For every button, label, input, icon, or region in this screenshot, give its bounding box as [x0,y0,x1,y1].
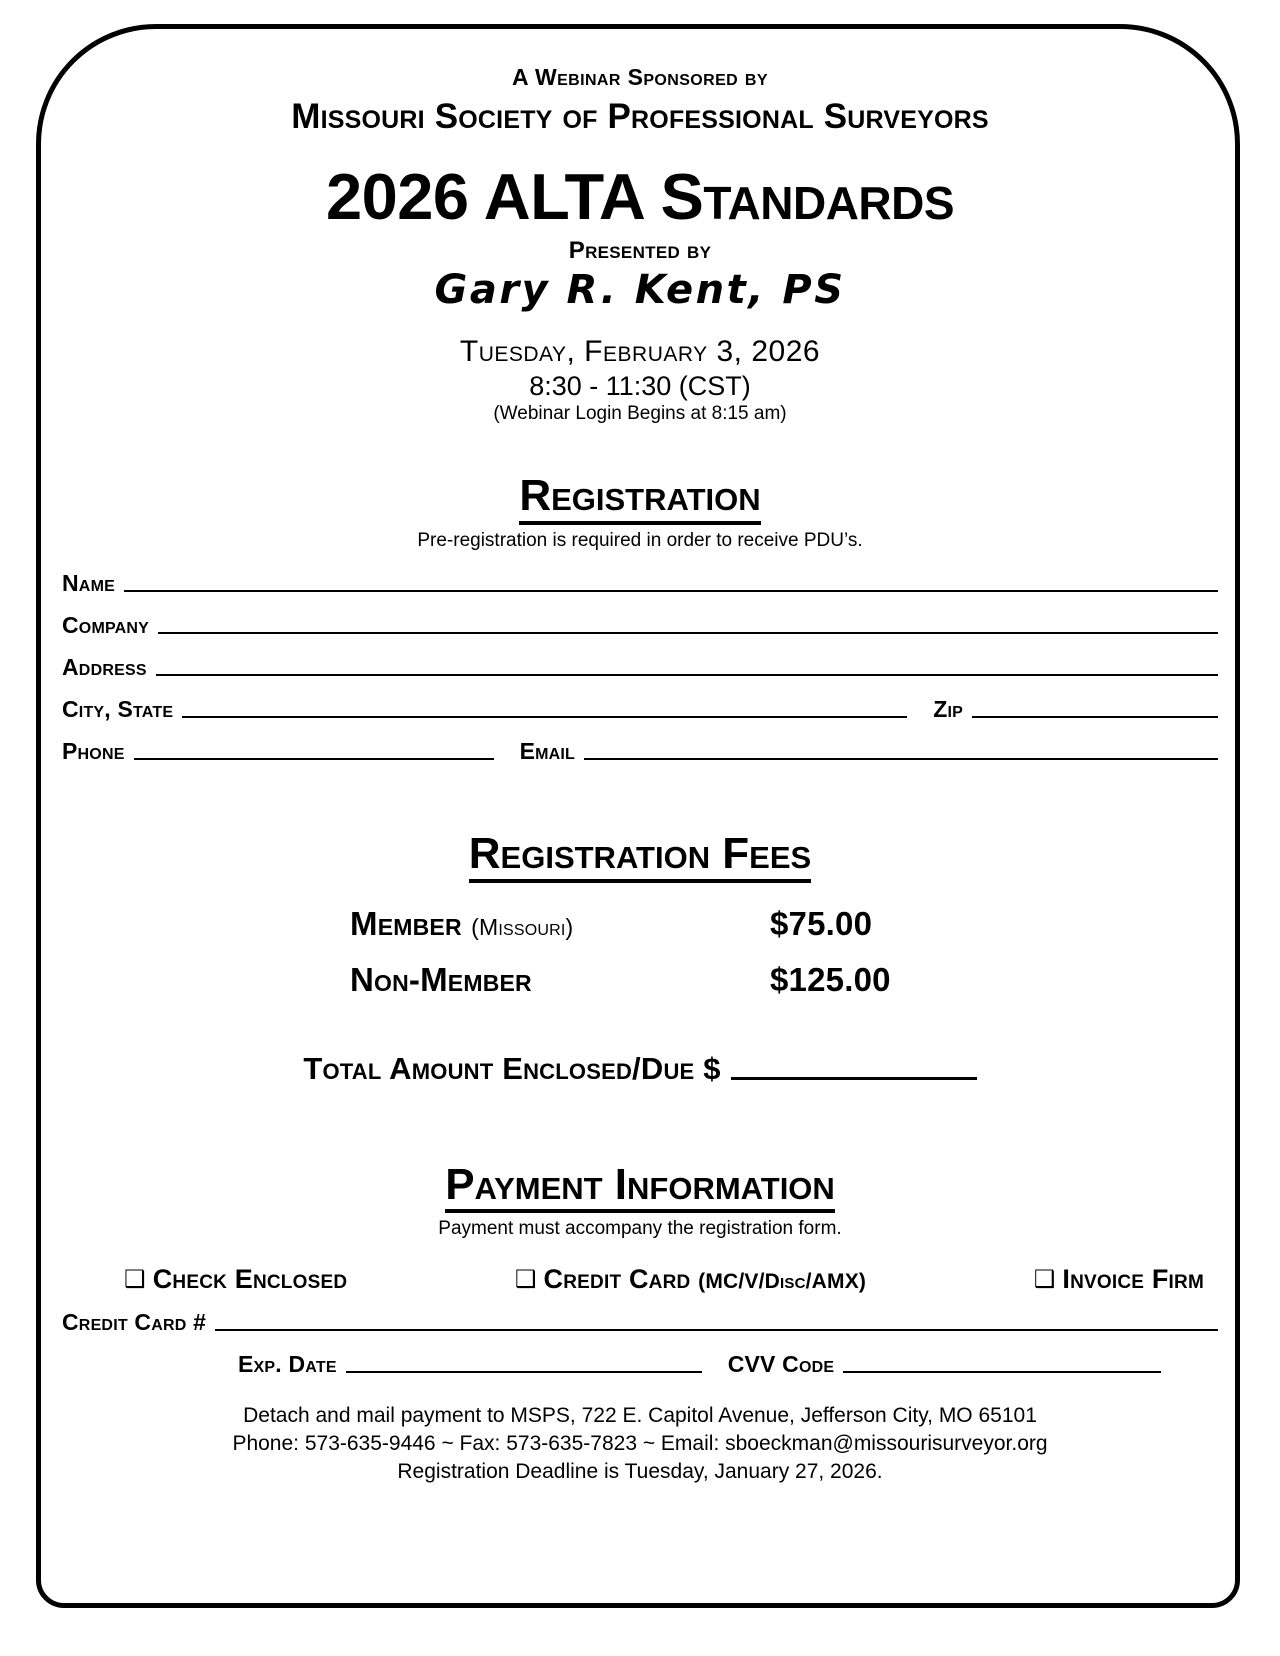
city-state-input[interactable] [182,715,907,718]
address-input[interactable] [156,673,1218,676]
cvv-code-label: CVV Code [727,1351,835,1378]
fee-price-member: $75.00 [770,904,873,942]
event-login-note: (Webinar Login Begins at 8:15 am) [493,403,787,425]
event-date: Tuesday, February 3, 2026 [459,335,821,369]
field-row-credit-card-number [62,1311,1218,1334]
registration-subtitle: Pre-registration is required in order to receive PDU’s. [417,529,863,551]
registration-heading: Registration [519,473,760,525]
checkbox-icon[interactable]: ❑ [514,1265,537,1294]
name-input[interactable] [124,589,1218,592]
payment-option-invoice-firm-label: Invoice Firm [1062,1264,1204,1295]
zip-input[interactable] [972,715,1218,718]
field-row-phone-email [62,737,1218,764]
company-input[interactable] [158,631,1218,634]
payment-method-options [62,1264,1218,1295]
phone-label: Phone [62,737,125,764]
fees-section-header [62,828,1218,883]
field-row-address [62,653,1218,680]
fee-label-non-member [350,961,770,999]
fee-label-non-member-text: Non-Member [350,960,532,998]
footer-contact-info: Phone: 573-635-9446 ~ Fax: 573-635-7823 ~ Email: sboeckman@missourisurveyor.org [232,1432,1048,1456]
total-amount-label: Total Amount Enclosed/Due $ [303,1050,721,1086]
credit-card-number-label: Credit Card # [62,1309,207,1336]
footer-mailing-address: Detach and mail payment to MSPS, 722 E. Capitol Avenue, Jefferson City, MO 65101 [243,1404,1037,1428]
fee-row-member [350,905,930,943]
fee-price-non-member: $125.00 [770,960,891,998]
company-label: Company [62,611,150,638]
payment-heading: Payment Information [445,1162,835,1214]
phone-input[interactable] [134,757,494,760]
registration-fields [62,569,1218,764]
payment-option-credit-card[interactable] [515,1264,866,1295]
field-row-exp-cvv [62,1353,1280,1376]
footer-deadline: Registration Deadline is Tuesday, January 27, 2026. [397,1460,883,1484]
registration-section-header [62,473,1218,552]
fees-heading: Registration Fees [469,831,811,883]
email-label: Email [519,737,576,764]
zip-label: Zip [933,695,963,722]
payment-subtitle: Payment must accompany the registration form. [438,1218,842,1240]
payment-option-check-enclosed-label: Check Enclosed [152,1264,348,1295]
presenter-name: Gary R. Kent, PS [434,267,846,314]
field-row-company [62,611,1218,638]
field-row-city-state-zip [62,695,1218,722]
fee-row-non-member [350,961,930,999]
header-block [62,64,1218,425]
page-title: 2026 ALTA Standards [325,160,955,233]
total-amount-row [62,1050,1218,1086]
fee-label-member [350,905,770,943]
sponsor-line: A Webinar Sponsored by [512,64,768,90]
name-label: Name [62,569,115,596]
city-state-label: City, State [62,695,174,722]
credit-card-number-input[interactable] [215,1328,1218,1331]
address-label: Address [62,653,147,680]
fee-qualifier-member: (Missouri) [471,913,574,940]
payment-option-invoice-firm[interactable] [1034,1264,1204,1295]
total-amount-input[interactable] [731,1076,977,1080]
payment-option-credit-card-label: Credit Card [543,1264,691,1295]
fee-label-member-text: Member [350,904,462,942]
cvv-code-input[interactable] [843,1370,1161,1373]
payment-option-credit-card-qualifier: (MC/V/Disc/AMX) [698,1270,867,1294]
event-time: 8:30 - 11:30 (CST) [529,371,751,402]
checkbox-icon[interactable]: ❑ [124,1265,146,1294]
organization-name: Missouri Society of Professional Surveyors [291,97,989,136]
email-input[interactable] [584,757,1218,760]
fees-table [350,905,930,999]
exp-date-label: Exp. Date [238,1351,337,1378]
field-row-name [62,569,1218,596]
checkbox-icon[interactable]: ❑ [1033,1265,1056,1294]
footer-block [62,1402,1218,1486]
exp-date-input[interactable] [346,1370,702,1373]
payment-option-check-enclosed[interactable] [124,1264,347,1295]
payment-section-header [62,1159,1218,1241]
presented-by-label: Presented by [568,237,712,265]
